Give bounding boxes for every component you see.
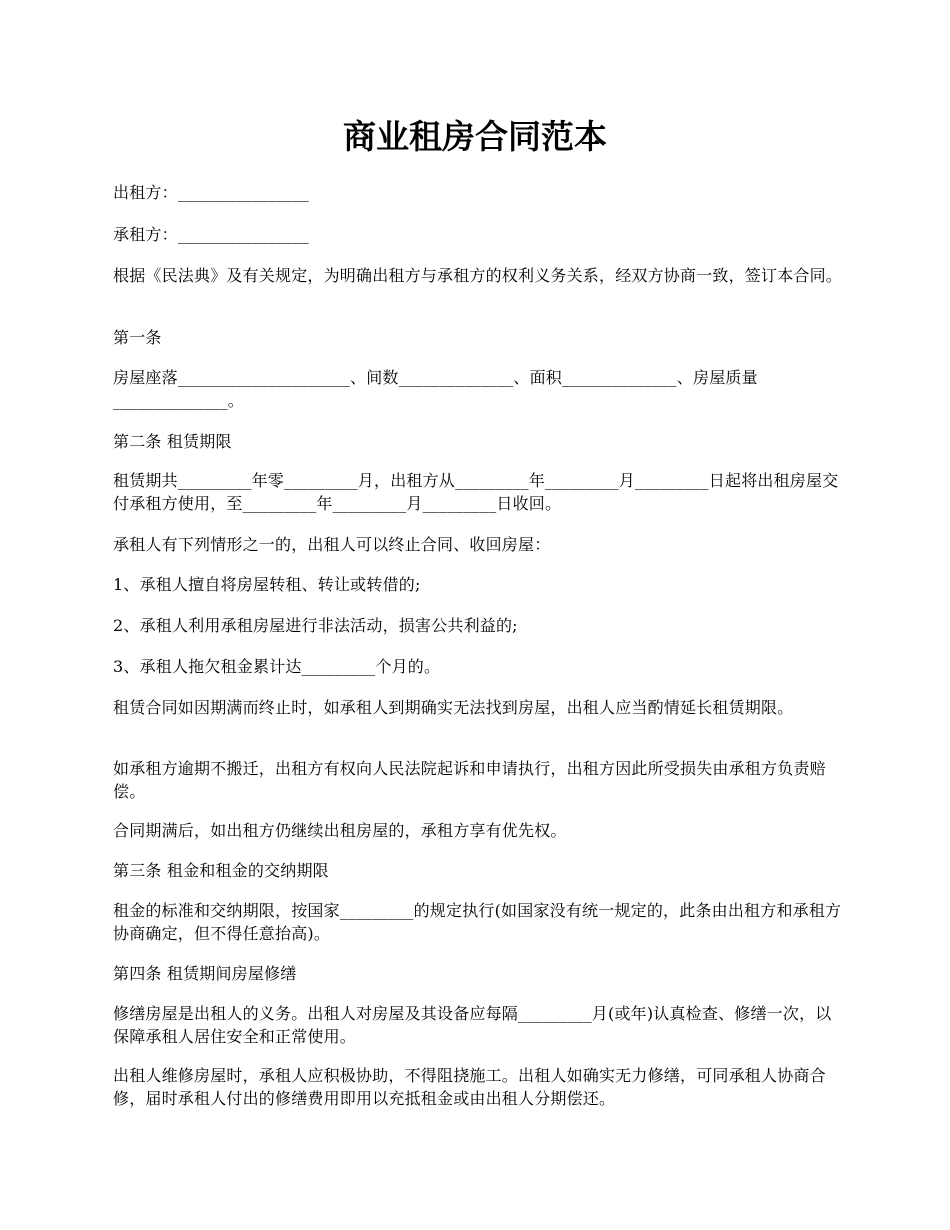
rent-standard-paragraph: 租金的标准和交纳期限，按国家_________的规定执行(如国家没有统一规定的，此条由出租方和承租方协商确定，但不得任意抬高)。 bbox=[113, 901, 842, 943]
termination-item-3: 3、承租人拖欠租金累计达_________个月的。 bbox=[113, 657, 441, 676]
termination-intro-paragraph: 承租人有下列情形之一的，出租人可以终止合同、收回房屋： bbox=[113, 535, 551, 554]
article-1-heading: 第一条 bbox=[113, 328, 162, 347]
article-3-heading: 第三条 租金和租金的交纳期限 bbox=[113, 861, 329, 880]
article-1-property-paragraph: 房屋座落_____________________、间数______________、面积______________、房屋质量______________。 bbox=[113, 368, 758, 410]
priority-right-paragraph: 合同期满后，如出租方仍继续出租房屋的，承租方享有优先权。 bbox=[113, 821, 567, 840]
termination-item-1: 1、承租人擅自将房屋转租、转让或转借的; bbox=[113, 575, 421, 594]
lessee-line: 承租方：________________ bbox=[113, 225, 310, 244]
repair-cooperation-paragraph: 出租人维修房屋时，承租人应积极协助，不得阻挠施工。出租人如确实无力修缮，可同承租人协商合修，届时承租人付出的修缮费用即用以充抵租金或由出租人分期偿还。 bbox=[113, 1066, 826, 1108]
termination-item-2: 2、承租人利用承租房屋进行非法活动，损害公共利益的; bbox=[113, 616, 518, 635]
lease-extension-paragraph: 租赁合同如因期满而终止时，如承租人到期确实无法找到房屋，出租人应当酌情延长租赁期限。 bbox=[113, 698, 794, 717]
article-2-heading: 第二条 租赁期限 bbox=[113, 432, 232, 451]
overdue-moving-paragraph: 如承租方逾期不搬迁，出租方有权向人民法院起诉和申请执行，出租方因此所受损失由承租方负责赔偿。 bbox=[113, 759, 826, 801]
document-title: 商业租房合同范本 bbox=[343, 117, 607, 156]
article-4-heading: 第四条 租赁期间房屋修缮 bbox=[113, 964, 297, 983]
repair-duty-paragraph: 修缮房屋是出租人的义务。出租人对房屋及其设备应每隔_________月(或年)认真检查、修缮一次，以保障承租人居住安全和正常使用。 bbox=[113, 1004, 832, 1046]
lessor-line: 出租方：________________ bbox=[113, 183, 310, 202]
preamble-paragraph: 根据《民法典》及有关规定，为明确出租方与承租方的权利义务关系，经双方协商一致，签订本合同。 bbox=[113, 266, 843, 285]
lease-term-paragraph: 租赁期共_________年零_________月，出租方从_________年_________月_________日起将出租房屋交付承租方使用，至_________年_________月_________日收回。 bbox=[113, 471, 839, 513]
